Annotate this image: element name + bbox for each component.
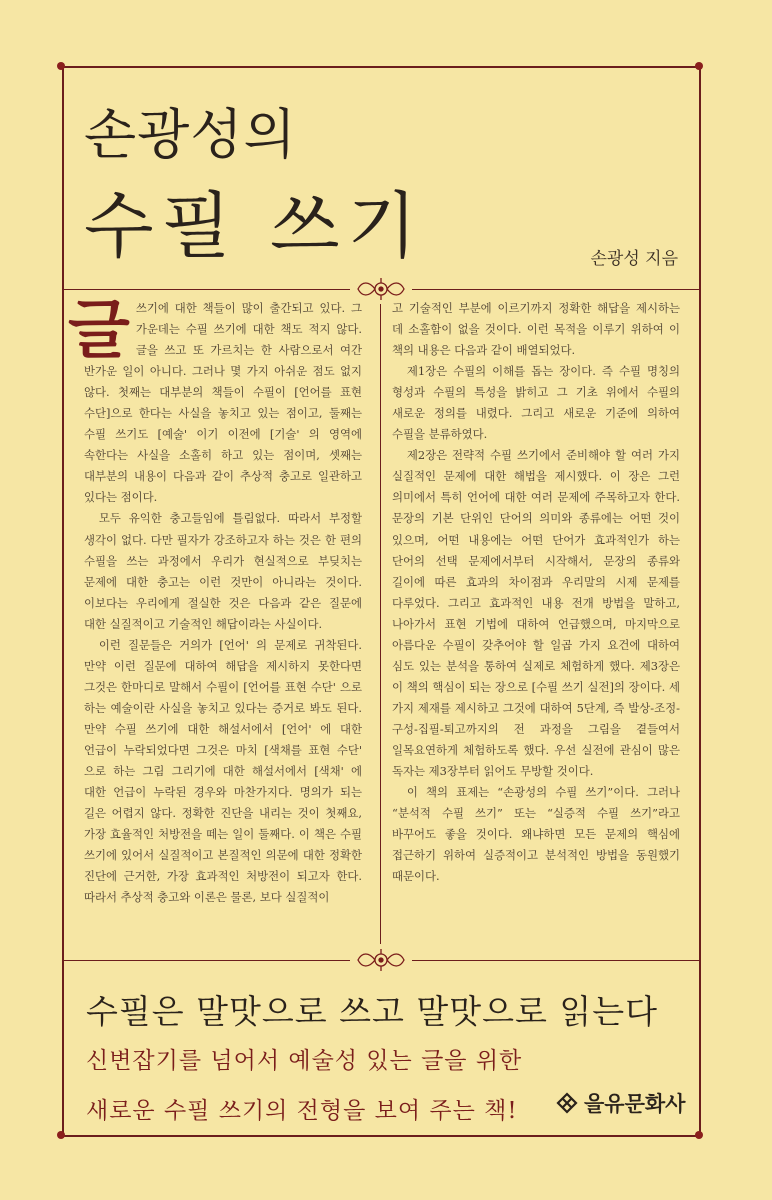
book-title-line1: 손광성의: [84, 103, 297, 166]
ornament-lower-icon: [353, 947, 409, 973]
corner-dot-top-right: [695, 62, 703, 70]
slogan-main: 수필은 말맛으로 쓰고 말맛으로 읽는다: [86, 992, 659, 1031]
intro-paragraph: 글쓰기에 대한 책들이 많이 출간되고 있다. 그 가운데는 수필 쓰기에 대한 책도 적지 않다. 글을 쓰고 또 가르치는 한 사람으로서 여간 반가운 일이 아니다. 그러나 몇 가지 아쉬운 점도 없지 않다. 첫째는 대부분의 책들이 수필이 [언어를 표현 수단]으로 한다는 사실을 놓치고 있는 점이고, 둘째는 수필 쓰기도 [예술' 이기 이전에 [기술' 의 영역에 속한다는 사실을 소홀히 하고 있는 점이며, 셋째는 대부분의 내용이 다음과 같이 추상적 충고로 일관하고 있다는 점이다.: [68, 294, 362, 505]
corner-dot-top-left: [57, 62, 65, 70]
column-divider-line: [380, 304, 381, 944]
corner-dot-bottom-right: [695, 1131, 703, 1139]
slogan-sub-line2: 새로운 수필 쓰기의 전형을 보여 주는 책!: [86, 1098, 518, 1124]
intro-paragraph: 이런 질문들은 거의가 [언어' 의 문제로 귀착된다. 만약 이런 질문에 대하여 해답을 제시하지 못한다면 그것은 한마디로 말해서 수필이 [언어를 표현 수단' 으로 하는 예술이란 사실을 놓치고 있다는 증거로 봐도 된다. 만약 수필 쓰기에 대한 해설서에서 [언어' 에 대한 언급이 누락되었다면 그것은 마치 [색채를 표현 수단' 으로 하는 그림 그리기에 대한 해설서에서 [색채' 에 대한 언급이 누락된 경우와 마찬가지다. 명의가 되는 길은 어렵지 않다. 정확한 진단을 내리는 것이 첫째요, 가장 효율적인 처방전을 떼는 일이 둘째다. 이 책은 수필 쓰기에 있어서 실질적이고 본질적인 의문에 대한 정확한 진단에 근거한, 가장 효과적인 처방전이 되고자 한다. 따라서 추상적 충고와 이론은 물론, 보다 실질적이: [84, 637, 362, 905]
intro-paragraph: 이 책의 표제는 “손광성의 수필 쓰기”이다. 그러나 “분석적 수필 쓰기” 또는 “실증적 수필 쓰기”라고 바꾸어도 좋을 것이다. 왜냐하면 모든 문제의 핵심에 접근하기 위하여 실증적이고 분석적인 방법을 동원했기 때문이다.: [392, 785, 680, 884]
intro-paragraph: 모두 유익한 충고들임에 틀림없다. 따라서 부정할 생각이 없다. 다만 필자가 강조하고자 하는 것은 한 편의 수필을 쓰는 과정에서 우리가 현실적으로 부딪치는 문제에 대한 충고는 이런 것만이 아니라는 것이다. 이보다는 우리에게 절실한 것은 다음과 같은 질문에 대한 실질적이고 기술적인 해답이라는 사실이다.: [84, 511, 362, 631]
intro-paragraph: 제1장은 수필의 이해를 돕는 장이다. 즉 수필 명칭의 형성과 수필의 특성을 밝히고 그 기초 위에서 수필의 새로운 정의를 내렸다. 그리고 새로운 기준에 의하여 수필을 분류하였다.: [392, 364, 680, 442]
frame-top-line: [62, 66, 700, 68]
author-credit: 손광성 지음: [590, 249, 678, 269]
divider-upper-left: [62, 289, 350, 290]
eulyoo-logo-icon: [556, 1092, 578, 1114]
slogan-sub-line1: 신변잡기를 넘어서 예술성 있는 글을 위한: [86, 1048, 523, 1074]
book-title-line2: 수필 쓰기: [84, 184, 426, 268]
publisher-logo: [556, 1088, 685, 1118]
corner-dot-bottom-left: [57, 1131, 65, 1139]
publisher-name: 을유문화사: [584, 1092, 686, 1116]
intro-column-right: [392, 298, 680, 887]
divider-lower-right: [412, 960, 700, 961]
frame-bottom-line: [62, 1135, 700, 1137]
intro-column-left: [68, 294, 362, 908]
intro-paragraph: 제2장은 전략적 수필 쓰기에서 준비해야 할 여러 가지 실질적인 문제에 대한 해법을 제시했다. 이 장은 그런 의미에서 특히 언어에 대한 여러 문제에 주목하고자 한다. 문장의 기본 단위인 단어의 의미와 종류에는 어떤 것이 있으며, 어떤 내용에는 어떤 단어가 효과적인가 하는 단어의 선택 문제에서부터 시작해서, 문장의 종류와 길이에 따른 효과의 차이점과 우리말의 시제 문제를 다루었다. 그리고 효과적인 내용 전개 방법을 말하고, 나아가서 표현 기법에 대하여 언급했으며, 마지막으로 아름다운 수필이 갖추어야 할 일곱 가지 요건에 대하여 심도 있는 분석을 통하여 실제로 체험하게 했다. 제3장은 이 책의 핵심이 되는 장으로 [수필 쓰기 실전]의 장이다. 세 가지 제재를 제시하고 그것에 대하여 5단계, 즉 발상-조정-구성-집필-퇴고까지의 전 과정을 그림을 곁들여서 일목요연하게 체험하도록 했다. 우선 실전에 관심이 많은 독자는 제3장부터 읽어도 무방할 것이다.: [392, 448, 680, 779]
frame-right-line: [699, 66, 701, 1136]
drop-cap: 글: [68, 294, 130, 368]
divider-lower-left: [62, 960, 350, 961]
intro-paragraph: 고 기술적인 부분에 이르기까지 정확한 해답을 제시하는 데 소홀함이 없을 것이다. 이런 목적을 이루기 위하여 이 책의 내용은 다음과 같이 배열되었다.: [392, 301, 680, 358]
divider-upper-right: [412, 289, 700, 290]
frame-left-line: [62, 66, 64, 1136]
